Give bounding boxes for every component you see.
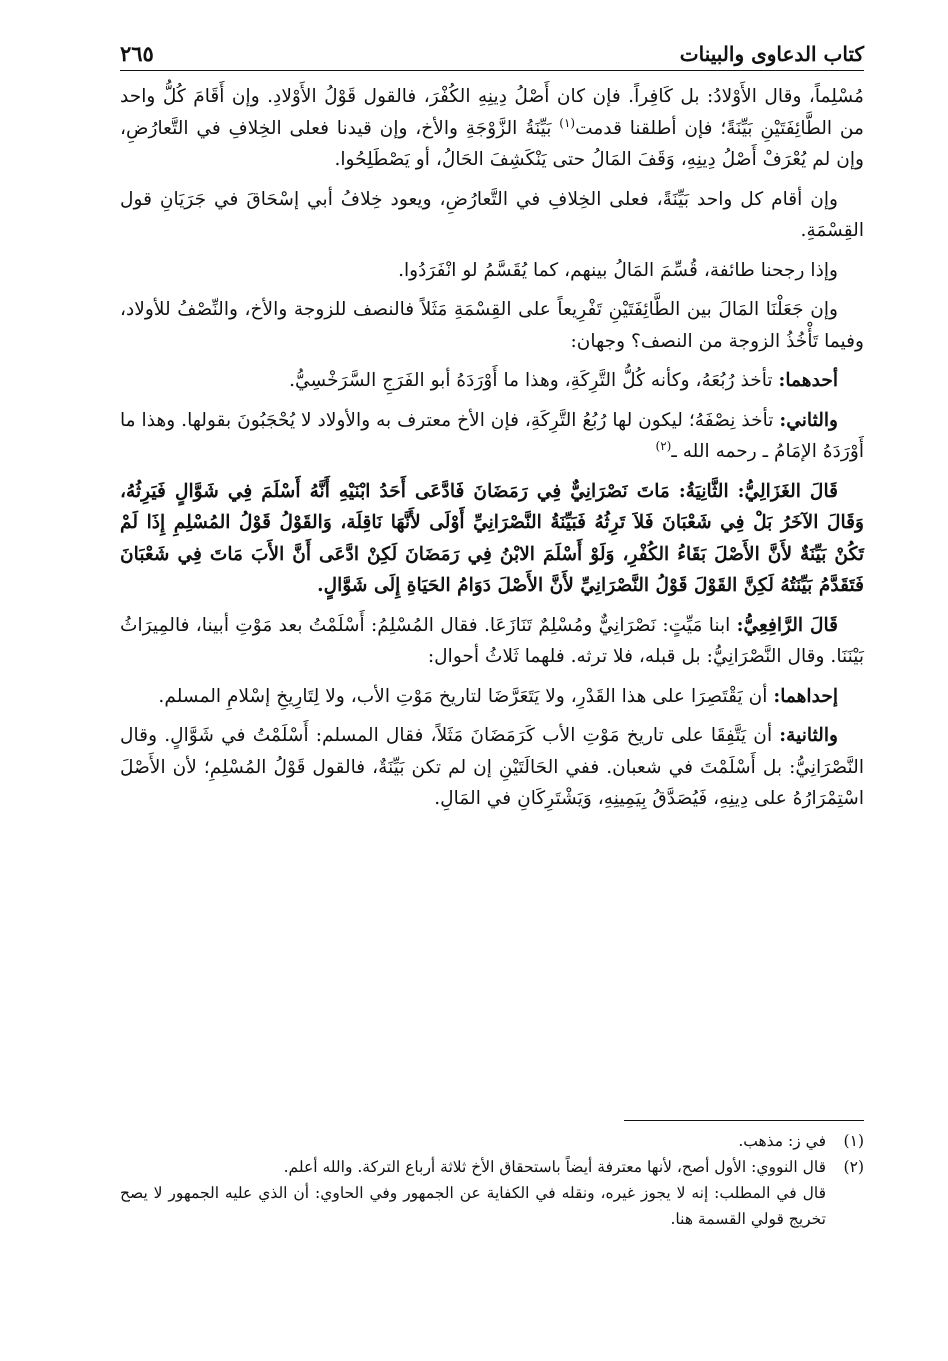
paragraph-6-lead: والثاني: bbox=[779, 409, 838, 431]
paragraph-10 bbox=[120, 720, 864, 815]
footnotes bbox=[120, 1128, 864, 1232]
paragraph-10-lead: والثانية: bbox=[779, 725, 838, 746]
ghazali-quote: قَالَ الغَزَالِيُّ: الثَّانِيَةُ: مَاتَ نَصْرَانِيٌّ فِي رَمَضَانَ فَادَّعَى أَحَدُ ابْنَيْهِ أَنَّهُ أَسْلَمَ فِي شَوَّالٍ فَيَرِثُهُ، وَقَالَ الآخَرُ بَلْ فِي شَعْبَانَ فَلاَ تَرِثُهُ فَبَيِّنَةُ النَّصْرَانِيِّ أَوْلَى لأَنَّهَا نَاقِلَة، وَالقَوْلُ قَوْلُ المُسْلِمِ إِذَا لَمْ تَكُنْ بَيِّنَةٌ لأَنَّ الأَصْلَ بَقَاءُ الكُفْرِ، وَلَوْ أَسْلَمَ الابْنُ فِي رَمَضَانَ لَكِنْ ادَّعَى أَنَّ الأَبَ مَاتَ فِي شَعْبَانَ فَتَقَدَّمُ بَيِّنَتُهُ لَكِنَّ القَوْلَ قَوْلُ النَّصْرَانِيِّ لأَنَّ الأَصْلَ دَوَامُ الحَيَاةِ إِلَى شَوَّالٍ. bbox=[120, 480, 864, 596]
paragraph-8 bbox=[120, 610, 864, 673]
footnote-2-continued-text: قال في المطلب: إنه لا يجوز غيره، ونقله في الكفاية عن الجمهور وفي الحاوي: أن الذي عليه الجمهور لا يصح تخريج قولي القسمة هنا. bbox=[120, 1184, 826, 1228]
paragraph-9 bbox=[120, 681, 864, 713]
paragraph-4: وإن جَعَلْنَا المَالَ بين الطَّائِفَتَيْنِ تَفْرِيعاً على القِسْمَةِ مَثَلاً فالنصف للزوجة والأخ، والنِّصْفُ للأولاد، وفيما تَأْخُذُ الزوجة من النصف؟ وجهان: bbox=[120, 299, 864, 352]
main-text bbox=[120, 81, 864, 815]
paragraph-2: وإن أقام كل واحد بَيِّنَةً، فعلى الخِلافِ في التَّعارُضِ، ويعود خِلافُ أبي إسْحَاقَ في جَرَيَانِ قول القِسْمَةِ. bbox=[120, 188, 864, 241]
paragraph-1-text: مُسْلِماً، وقال الأَوْلادُ: بل كَافِراً. فإن كان أَصْلُ دِينِهِ الكُفْرَ، فالقول قَوْلُ الأَوْلادِ. وإن أَقَامَ كُلُّ واحد من الطَّائِفَتَيْنِ بَيِّنَةً؛ فإن أطلقنا قدمت bbox=[120, 86, 864, 139]
footnote-1-number: (١) bbox=[843, 1132, 864, 1150]
paragraph-1-continued: بَيِّنَةُ الزَّوْجَةِ والأخ، وإن قيدنا فعلى الخِلافِ في التَّعارُضِ، وإن لم يُعْرَفْ أَصْلُ دِينِهِ، وَقَفَ المَالُ حتى يَنْكَشِفَ الحَالُ، أو يَصْطَلِحُوا. bbox=[120, 117, 864, 170]
footnote-2-number: (٢) bbox=[843, 1158, 864, 1176]
page-number: ٢٦٥ bbox=[120, 41, 154, 66]
paragraph-3: وإذا رجحنا طائفة، قُسِّمَ المَالُ بينهم، كما يُقَسَّمُ لو انْفَرَدُوا. bbox=[398, 259, 838, 281]
chapter-title: كتاب الدعاوى والبينات bbox=[679, 42, 864, 66]
paragraph-8-text: ابنا مَيِّتٍ: نَصْرَانِيٌّ ومُسْلِمٌ تَنَازَعَا. فقال المُسْلِمُ: أَسْلَمْتُ بعد مَوْتِ أبينا، فالمِيرَاثُ بَيْنَنَا. وقال النَّصْرَانِيُّ: بل قبله، فلا ترثه. فلهما ثَلاثُ أحوال: bbox=[120, 614, 864, 667]
footnote-marker-1: (١) bbox=[559, 115, 576, 130]
paragraph-5-text: تأخذ رُبُعَهُ، وكأنه كُلُّ التَّرِكَةِ، وهذا ما أَوْرَدَهُ أبو الفَرَجِ السَّرَخْسِيُّ. bbox=[289, 370, 779, 391]
footnote-marker-2: (٢) bbox=[655, 438, 672, 453]
footnote-1-text: في ز: مذهب. bbox=[738, 1132, 826, 1150]
footnote-divider bbox=[624, 1120, 864, 1121]
paragraph-5-lead: أحدهما: bbox=[778, 370, 838, 391]
paragraph-10-text: أن يَتَّفِقَا على تاريخ مَوْتِ الأب كَرَمَضَانَ مَثَلاً، فقال المسلم: أَسْلَمْتُ في شَوَّالٍ. وقال النَّصْرَانِيُّ: بل أَسْلَمْتَ في شعبان. ففي الحَالَتَيْنِ إن لم تكن بَيِّنَةٌ، فالقول قَوْلُ المُسْلِمِ؛ لأن الأَصْلَ اسْتِمْرَارُهُ على دِينِهِ، فَيُصَدَّقُ بِيَمِينِهِ، وَيَشْتَرِكَانِ في المَالِ. bbox=[120, 725, 864, 809]
running-header bbox=[120, 26, 864, 71]
paragraph-6 bbox=[120, 405, 864, 468]
paragraph-9-lead: إحداهما: bbox=[773, 685, 838, 707]
footnote-2 bbox=[120, 1154, 864, 1180]
paragraph-5 bbox=[120, 365, 864, 397]
footnote-2-spacer bbox=[840, 1180, 864, 1232]
paragraph-6-text: تأخذ نِصْفَهُ؛ ليكون لها رُبُعُ التَّرِكَةِ، فإن الأخ معترف به والأولاد لا يُحْجَبُونَ بقولها. وهذا ما أَوْرَدَهُ الإمَامُ ـ رحمه الله ـ bbox=[120, 409, 864, 462]
footnote-1 bbox=[120, 1128, 864, 1154]
paragraph-1 bbox=[120, 81, 864, 176]
paragraph-9-text: أن يَقْتَصِرَا على هذا القَدْرِ، ولا يَتَعَرَّضَا لتاريخ مَوْتِ الأب، ولا لِتَارِيخِ إسْلامِ المسلم. bbox=[158, 685, 774, 707]
footnote-2-text: قال النووي: الأول أصح، لأنها معترفة أيضاً باستحقاق الأخ ثلاثة أرباع التركة. والله أعلم. bbox=[283, 1158, 826, 1176]
paragraph-8-lead: قَالَ الرَّافِعِيُّ: bbox=[736, 614, 839, 636]
footnote-2-continued bbox=[120, 1180, 864, 1232]
